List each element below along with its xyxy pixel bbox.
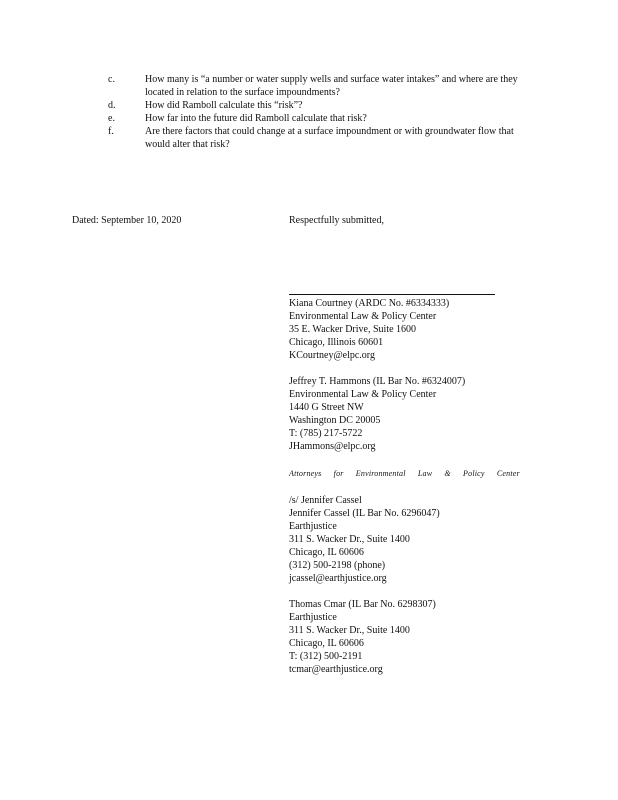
address-city: Chicago, Illinois 60601	[289, 337, 384, 348]
list-text: Are there factors that could change at a surface impoundment or with groundwater flow that would alter that risk?	[145, 126, 514, 150]
list-marker: d.	[108, 100, 116, 111]
attorney-name: Jennifer Cassel (IL Bar No. 6296047)	[289, 508, 440, 519]
dated-line: Dated: September 10, 2020	[72, 215, 182, 226]
phone: T: (312) 500-2191	[289, 651, 363, 662]
list-marker: f.	[108, 126, 114, 137]
list-marker: c.	[108, 74, 115, 85]
address-city: Chicago, IL 60606	[289, 638, 364, 649]
organization: Earthjustice	[289, 521, 337, 532]
email: JHammons@elpc.org	[289, 441, 376, 452]
attorney-name: Kiana Courtney (ARDC No. #6334333)	[289, 298, 450, 309]
attorney-name: Thomas Cmar (IL Bar No. 6298307)	[289, 599, 436, 610]
list-item	[108, 112, 528, 125]
signature-block-hammons	[289, 375, 589, 453]
list-marker: e.	[108, 113, 115, 124]
signature-block-cassel	[289, 494, 589, 585]
address-street: 311 S. Wacker Dr., Suite 1400	[289, 625, 410, 636]
list-item	[108, 99, 528, 112]
question-list	[108, 73, 528, 151]
signature-section	[289, 280, 589, 676]
address-street: 311 S. Wacker Dr., Suite 1400	[289, 534, 410, 545]
email: tcmar@earthjustice.org	[289, 664, 383, 675]
list-text: How did Ramboll calculate this “risk”?	[145, 100, 303, 111]
email: jcassel@earthjustice.org	[289, 573, 387, 584]
address-street: 1440 G Street NW	[289, 402, 364, 413]
signature-block-cmar	[289, 598, 589, 676]
signature-line	[289, 294, 495, 295]
respectfully-submitted: Respectfully submitted,	[289, 215, 384, 226]
attorneys-for-elpc: Attorneys for Environmental Law & Policy Center	[289, 469, 520, 478]
signature-block-courtney	[289, 297, 589, 362]
organization: Environmental Law & Policy Center	[289, 389, 437, 400]
list-text: How far into the future did Ramboll calculate that risk?	[145, 113, 367, 124]
address-city: Washington DC 20005	[289, 415, 381, 426]
list-text: How many is “a number or water supply wells and surface water intakes” and where are they located in relation to the surface impoundments?	[145, 74, 518, 98]
address-street: 35 E. Wacker Drive, Suite 1600	[289, 324, 417, 335]
list-item	[108, 73, 528, 99]
organization: Earthjustice	[289, 612, 337, 623]
organization: Environmental Law & Policy Center	[289, 311, 437, 322]
list-item	[108, 125, 528, 151]
email: KCourtney@elpc.org	[289, 350, 375, 361]
attorney-name: Jeffrey T. Hammons (IL Bar No. #6324007)	[289, 376, 466, 387]
address-city: Chicago, IL 60606	[289, 547, 364, 558]
phone: T: (785) 217-5722	[289, 428, 363, 439]
phone: (312) 500-2198 (phone)	[289, 560, 386, 571]
electronic-signature: /s/ Jennifer Cassel	[289, 495, 362, 506]
